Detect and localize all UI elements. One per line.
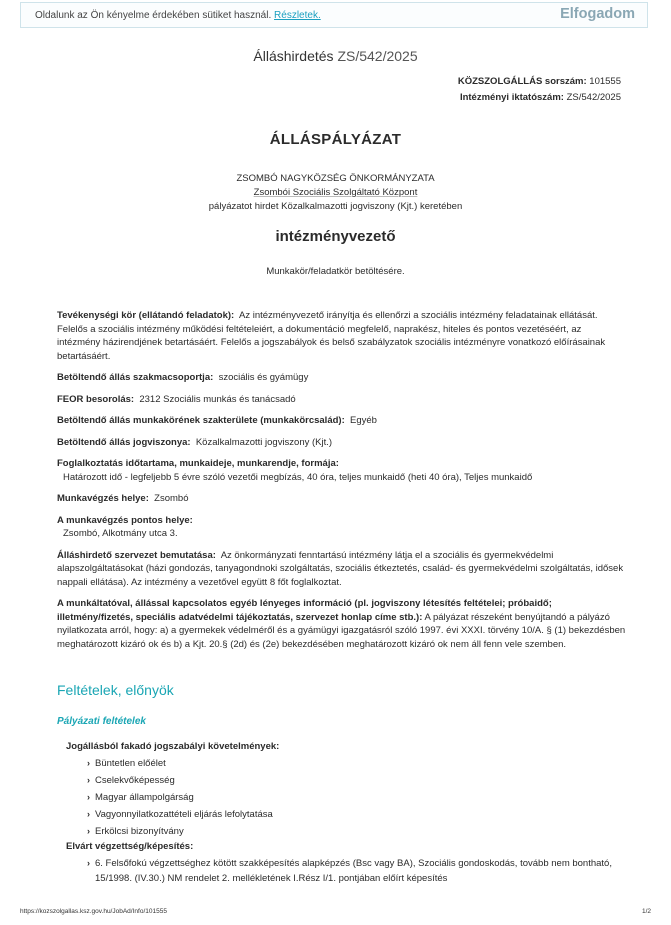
detail-label: A munkavégzés pontos helye: [57, 514, 193, 526]
detail-value: 2312 Szociális munkás és tanácsadó [139, 393, 296, 405]
org-unit: Zsombói Szociális Szolgáltató Központ [253, 187, 418, 198]
conditions-subheading: Pályázati feltételek [57, 716, 146, 727]
detail-label: Álláshirdető szervezet bemutatása: [57, 549, 216, 561]
detail-label: Foglalkoztatás időtartama, munkaideje, munkarendje, formája: [57, 458, 339, 469]
detail-scope [57, 309, 627, 363]
cookie-banner [20, 2, 648, 28]
detail-value: szociális és gyámügy [218, 372, 309, 383]
list-item-text: 6. Felsőfokú végzettséghez kötött szakképesítés alapképzés (Bsc vagy BA), Szociális gondoskodás, tovább nem bontható, 15/1998. (IV.30.) NM rendelet 2. mellékletének I.Rész I/1. pontjában előírt képesítés [95, 858, 612, 884]
detail-value: Közalkalmazotti jogviszony (Kjt.) [195, 436, 333, 448]
organization-block [0, 172, 671, 214]
title-code: ZS/542/2025 [337, 48, 418, 64]
detail-group [57, 371, 627, 385]
detail-label: Munkavégzés helye: [57, 493, 149, 504]
requirements-title: Jogállásból fakadó jogszabályi követelmények: [66, 741, 280, 752]
education-title: Elvárt végzettség/képesítés: [66, 841, 194, 852]
detail-value: Zsombó, Alkotmány utca 3. [63, 528, 178, 539]
detail-place [57, 492, 627, 506]
detail-organization [57, 549, 627, 590]
education-list [66, 856, 626, 886]
chevron-right-icon: › [87, 826, 90, 836]
detail-value: Zsombó [154, 493, 189, 504]
detail-value: Az önkormányzati fenntartású intézmény látja el a szociális és gyermekvédelmi alapszolgáltatásokat (házi gondozás, tanyagondnoki szolgáltatás, szociális étkeztetés, család- és gyermekvédelmi szolgáltatás, idősek nappali ellátása). Az intézmény a vezetővel együtt 8 főt foglalkoztat. [57, 549, 624, 588]
detail-label: Betöltendő állás szakmacsoportja: [57, 372, 214, 383]
requirements-list [66, 755, 626, 840]
main-heading: ÁLLÁSPÁLYÁZAT [269, 131, 402, 148]
detail-label: Tevékenységi kör (ellátandó feladatok): [57, 310, 235, 321]
list-item [88, 806, 626, 823]
detail-value: Egyéb [350, 415, 377, 426]
detail-value: Határozott idő - legfeljebb 5 évre szóló vezetői megbízás, 40 óra, teljes munkaidő (heti 40 óra), Teljes munkaidő [63, 471, 533, 483]
position-title: intézményvezető [275, 228, 396, 245]
detail-value: A pályázat részeként benyújtandó a pályázó nyilatkozata arról, hogy: a) a gyermekek védelméről és a gyámügyi igazgatásról szóló 1997. évi XXXI. törvény 10/A. § (1) bekezdésben meghatározott kizáró ok és b) a Kjt. 20.§ (2d) és (2e) bekezdésében meghatározott kizáró ok nem áll fenn vele szemben. [57, 611, 626, 650]
detail-address [57, 514, 627, 541]
chevron-right-icon: › [87, 775, 90, 785]
position-subtitle: Munkakör/feladatkör betöltésére. [266, 266, 405, 277]
org-announcement: pályázatot hirdet Közalkalmazotti jogviszony (Kjt.) keretében [208, 201, 463, 212]
chevron-right-icon: › [87, 758, 90, 768]
detail-label: FEOR besorolás: [57, 393, 135, 405]
chevron-right-icon: › [87, 858, 90, 868]
cookie-details-link[interactable]: Részletek. [274, 10, 321, 21]
list-item-text: Vagyonnyilatkozattételi eljárás lefolytatása [95, 809, 273, 820]
job-details [57, 309, 627, 659]
list-item [88, 789, 626, 806]
detail-area [57, 414, 627, 428]
list-item [88, 755, 626, 772]
list-item [88, 823, 626, 840]
reference-block [458, 74, 621, 106]
chevron-right-icon: › [87, 809, 90, 819]
title-text: Álláshirdetés [253, 48, 334, 64]
list-item-text: Erkölcsi bizonyítvány [95, 826, 184, 837]
cookie-message: Oldalunk az Ön kényelme érdekében sütiket használ. [35, 10, 272, 21]
accept-cookies-button[interactable]: Elfogadom [560, 6, 635, 22]
legal-requirements [66, 738, 626, 840]
detail-legal [57, 436, 627, 450]
ref-filing-value: ZS/542/2025 [566, 92, 621, 103]
ref-filing-label: Intézményi iktatószám: [459, 92, 564, 103]
detail-value: Az intézményvezető irányítja és ellenőrzi a szociális intézmény feladatainak ellátását. Felelős a szociális intézmény működési feltételeiért, a dokumentáció megfelelő, naprakész, hiteles és pontos vezetéséért, az intézmény házirendjének betartásáért. Felelős a jogszabályok és belső szabályzatok szociális intézményre vonatkozó előírásainak betartásáért. [57, 310, 606, 362]
conditions-heading: Feltételek, előnyök [57, 682, 174, 698]
list-item-text: Cselekvőképesség [95, 775, 175, 786]
detail-time [57, 457, 627, 484]
detail-other [57, 597, 627, 651]
list-item [88, 772, 626, 789]
page-title [0, 48, 671, 64]
footer-url: https://kozszolgallas.ksz.gov.hu/JobAd/Info/101555 [20, 908, 167, 915]
chevron-right-icon: › [87, 792, 90, 802]
ref-serial [458, 74, 621, 90]
list-item [88, 856, 626, 886]
list-item-text: Magyar állampolgárság [95, 792, 194, 803]
detail-label: A munkáltatóval, állással kapcsolatos egyéb lényeges információ (pl. jogviszony létesítés feltételei; próbaidő; illetmény/fizetés, speciális adatvédelmi tájékoztatás, szervezet honlap címe stb.): [57, 598, 552, 623]
list-item-text: Büntetlen előélet [95, 758, 166, 769]
cookie-text [35, 10, 321, 21]
ref-filing [458, 90, 621, 106]
detail-label: Betöltendő állás jogviszonya: [57, 436, 191, 448]
detail-feor [57, 393, 627, 407]
org-name: ZSOMBÓ NAGYKÖZSÉG ÖNKORMÁNYZATA [236, 173, 435, 184]
ref-serial-label: KÖZSZOLGÁLLÁS sorszám: [457, 76, 587, 87]
education-requirements [66, 839, 626, 886]
ref-serial-value: 101555 [589, 76, 621, 87]
footer-page-number: 1/2 [641, 908, 651, 915]
detail-label: Betöltendő állás munkakörének szakterülete (munkakörcsalád): [57, 415, 345, 426]
